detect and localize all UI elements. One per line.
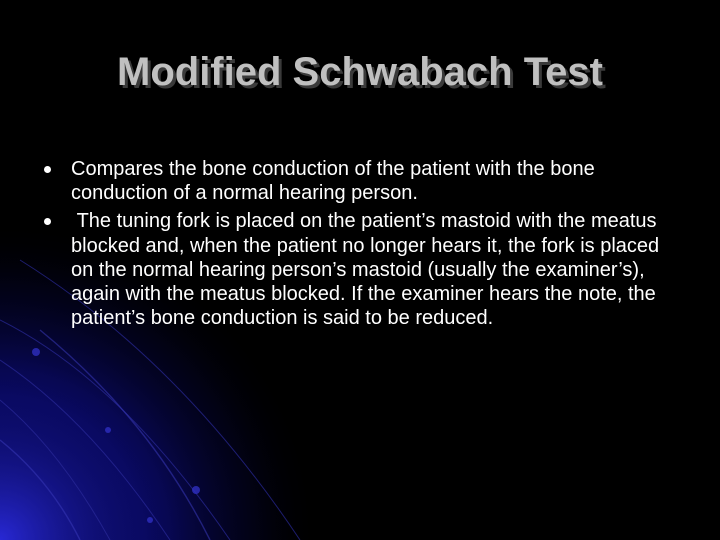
bullet-dot-icon bbox=[44, 166, 51, 173]
bullet-text: The tuning fork is placed on the patient’s mastoid with the meatus blocked and, when the patient no longer hears it, the fork is placed on the normal hearing person’s mastoid (usually the examiner’s), again with the meatus blocked. If the examiner hears the note, the patient’s bone conduction is said to be reduced. bbox=[71, 210, 665, 330]
bullet-text: Compares the bone conduction of the patient with the bone conduction of a normal hearing person. bbox=[71, 158, 601, 205]
slide-title: Modified Schwabach Test bbox=[117, 50, 603, 94]
bullet-list bbox=[44, 157, 674, 334]
bullet-dot-icon bbox=[44, 218, 51, 225]
bullet-item-1 bbox=[44, 157, 674, 205]
bullet-item-2 bbox=[44, 209, 674, 330]
